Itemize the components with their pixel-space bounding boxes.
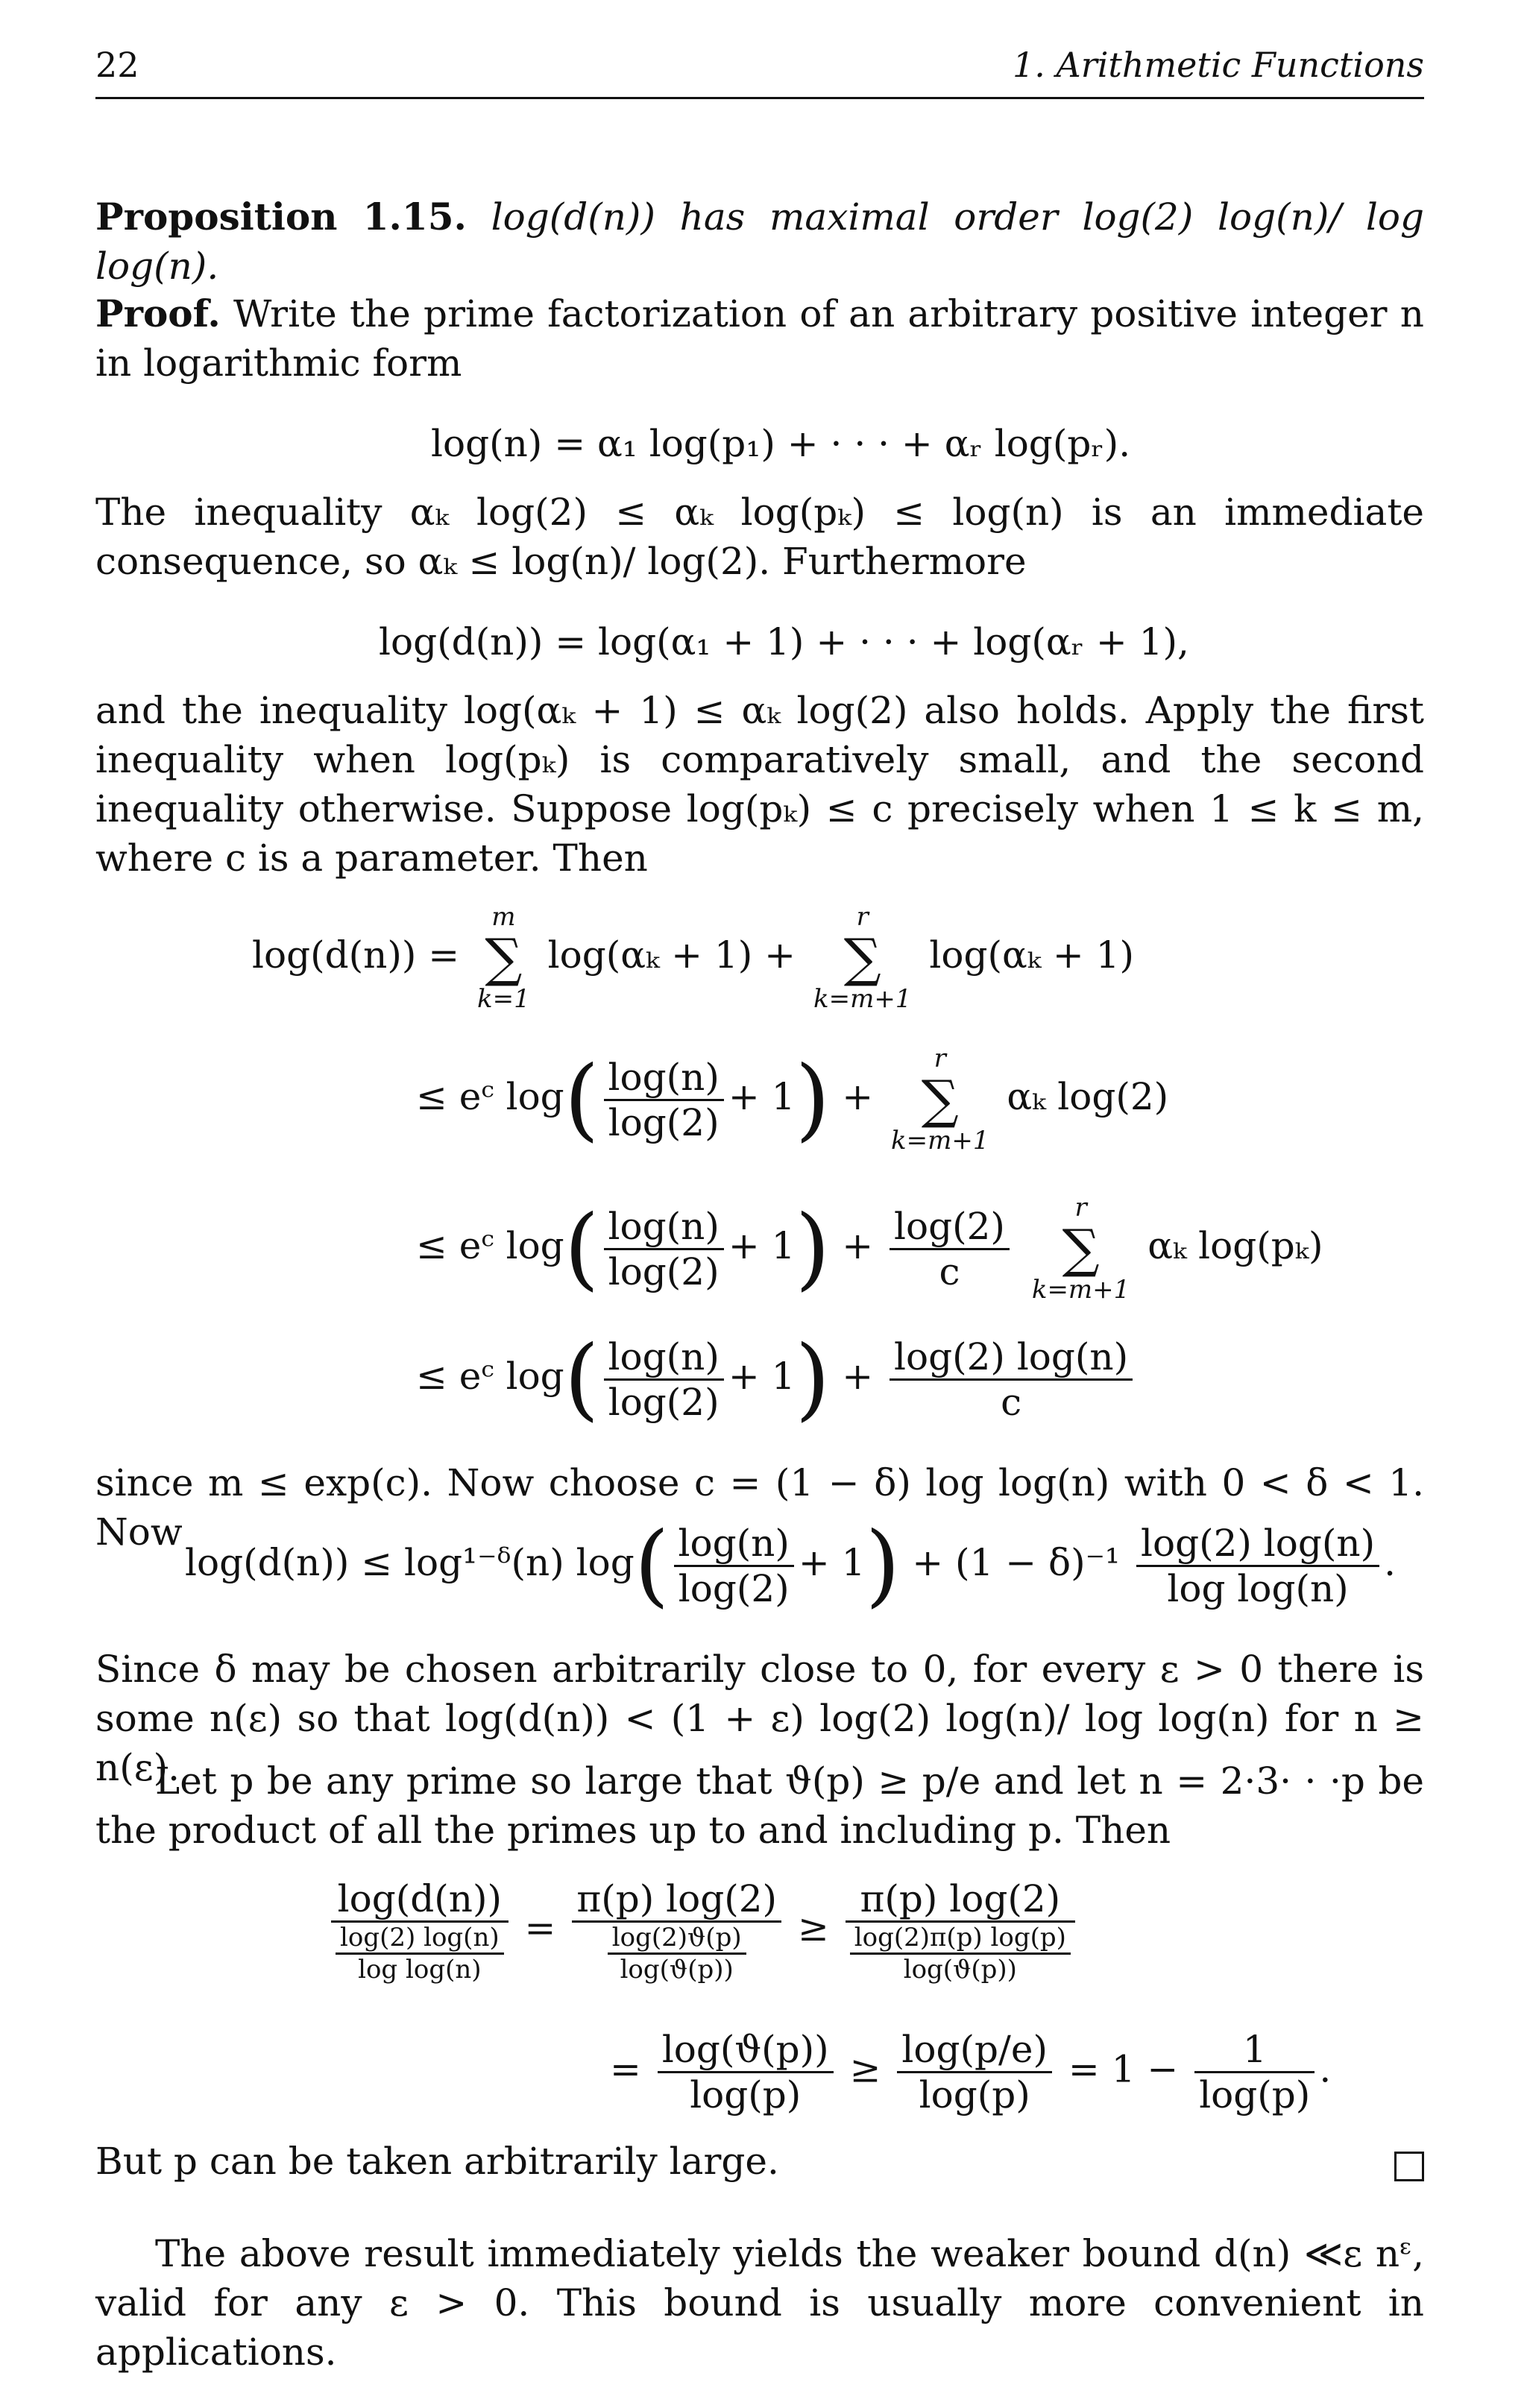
fraction-denominator: log log(n) xyxy=(358,1955,482,1985)
fraction-numerator: log(2) log(n) xyxy=(890,1335,1133,1381)
nested-fraction xyxy=(850,1923,1071,1985)
equation-upper-bound xyxy=(185,1513,1397,1617)
fraction-numerator: log(n) xyxy=(604,1205,724,1250)
le-exp-log: ≤ eᶜ log xyxy=(416,1224,564,1267)
running-header xyxy=(95,45,1424,97)
plus-sign: + xyxy=(842,1355,874,1398)
fraction-denominator: c xyxy=(1001,1380,1022,1424)
fraction-denominator: log(ϑ(p)) xyxy=(903,1955,1017,1985)
fraction xyxy=(890,1335,1133,1424)
nested-denominator xyxy=(846,1923,1075,1985)
plus-one: + 1 xyxy=(728,1075,796,1118)
sum-upper: r xyxy=(933,1044,946,1074)
nested-fraction xyxy=(608,1923,746,1985)
proposition xyxy=(95,192,1424,291)
fraction xyxy=(604,1056,724,1144)
fraction-numerator: log(2) log(n) xyxy=(336,1923,504,1955)
closing-paragraph: The above result immediately yields the weaker bound d(n) ≪ε nᵋ, valid for any ε > 0. This bound is usually more convenient in applications. xyxy=(95,2232,1424,2374)
align-lhs: log(d(n)) = xyxy=(252,933,460,977)
fraction-numerator: log(2)π(p) log(p) xyxy=(850,1923,1071,1955)
period: . xyxy=(1384,1541,1397,1584)
fraction-denominator: log(p) xyxy=(919,2073,1030,2117)
fraction-numerator: log(2) log(n) xyxy=(1136,1522,1379,1567)
one-minus: = 1 − xyxy=(1068,2047,1179,2091)
sigma-glyph: ∑ xyxy=(843,927,881,989)
sigma-glyph: ∑ xyxy=(485,927,523,989)
sum-symbol xyxy=(1032,1193,1130,1305)
equation-log-divisor: log(d(n)) = log(α₁ + 1) + · · · + log(αᵣ + 1), xyxy=(379,620,1189,664)
proof-paragraph-1 xyxy=(95,289,1424,388)
proposition-label: Proposition 1.15. xyxy=(95,195,467,239)
proof-paragraph-4: since m ≤ exp(c). Now choose c = (1 − δ) log log(n) with 0 < δ < 1. Now xyxy=(95,1461,1424,1554)
aligned-line-4 xyxy=(416,1327,1137,1431)
equals-sign: = xyxy=(524,1906,556,1950)
book-page xyxy=(95,0,1424,2408)
fraction xyxy=(604,1205,724,1293)
sum-symbol xyxy=(891,1044,989,1156)
bound-mid: + (1 − δ)⁻¹ xyxy=(912,1541,1121,1584)
sum-lower: k=m+1 xyxy=(813,984,912,1014)
fraction-numerator: π(p) log(2) xyxy=(846,1877,1075,1923)
sum-symbol xyxy=(477,902,530,1014)
equals-sign: = xyxy=(610,2047,641,2091)
equation-chain-1 xyxy=(327,1877,1080,1985)
proposition-statement: log(d(n)) has maximal order log(2) log(n)/ log log(n). xyxy=(95,195,1424,288)
fraction xyxy=(1194,2028,1315,2117)
sum-lower: k=m+1 xyxy=(891,1126,989,1156)
fraction-denominator: log(ϑ(p)) xyxy=(620,1955,734,1985)
fraction-denominator: log(2) xyxy=(678,1566,790,1610)
fraction xyxy=(674,1522,794,1610)
equation-chain-2 xyxy=(610,2028,1331,2117)
right-paren: ) xyxy=(795,1327,831,1431)
proof-paragraph-6: Let p be any prime so large that ϑ(p) ≥ p/e and let n = 2·3· · ·p be the product of all the primes up to and including p. Then xyxy=(95,1759,1424,1852)
proof-paragraph-5: Since δ may be chosen arbitrarily close to 0, for every ε > 0 there is some n(ε) so that log(d(n)) < (1 + ε) log(2) log(n)/ log log(n) for n ≥ n(ε). xyxy=(95,1648,1424,1789)
fraction-numerator: log(ϑ(p)) xyxy=(658,2028,834,2073)
proof-paragraph-2: The inequality αₖ log(2) ≤ αₖ log(pₖ) ≤ log(n) is an immediate consequence, so αₖ ≤ log(n)/ log(2). Furthermore xyxy=(95,491,1424,583)
fraction-denominator: log(p) xyxy=(1199,2073,1311,2117)
sum-upper: r xyxy=(1074,1193,1087,1223)
proof-label: Proof. xyxy=(95,291,221,335)
plus-one: + 1 xyxy=(798,1541,866,1584)
le-exp-log: ≤ eᶜ log xyxy=(416,1075,564,1118)
proof-text-1: Write the prime factorization of an arbitrary positive integer n in logarithmic form xyxy=(95,292,1424,385)
proof-paragraph-3: and the inequality log(αₖ + 1) ≤ αₖ log(2) also holds. Apply the first inequality when log(pₖ) is comparatively small, and the second inequality otherwise. Suppose log(pₖ) ≤ c precisely when 1 ≤ k ≤ m, where c is a parameter. Then xyxy=(95,689,1424,880)
align-term: αₖ log(pₖ) xyxy=(1147,1224,1323,1267)
sum-lower: k=1 xyxy=(477,984,530,1014)
right-paren: ) xyxy=(795,1197,831,1300)
fraction-denominator: log log(n) xyxy=(1167,1566,1349,1610)
fraction-numerator: log(p/e) xyxy=(897,2028,1052,2073)
sum-lower: k=m+1 xyxy=(1031,1275,1130,1305)
nested-denominator xyxy=(572,1923,781,1985)
compound-fraction xyxy=(331,1877,509,1985)
fraction-numerator: log(2)ϑ(p) xyxy=(608,1923,746,1955)
ge-sign: ≥ xyxy=(797,1906,829,1950)
proof-paragraph-7: But p can be taken arbitrarily large. xyxy=(95,2140,779,2183)
period: . xyxy=(1319,2047,1332,2091)
fraction-numerator: log(2) xyxy=(890,1205,1010,1250)
align-term: log(αₖ + 1) xyxy=(929,933,1134,977)
nested-fraction xyxy=(336,1923,504,1985)
compound-fraction xyxy=(572,1877,781,1985)
align-term: αₖ log(2) xyxy=(1007,1075,1169,1118)
aligned-line-2 xyxy=(416,1044,1168,1156)
fraction-denominator: log(2) xyxy=(608,1249,720,1293)
le-exp-log: ≤ eᶜ log xyxy=(416,1355,564,1398)
fraction xyxy=(604,1335,724,1424)
left-paren: ( xyxy=(564,1047,599,1151)
aligned-line-3 xyxy=(416,1193,1323,1305)
equation-log-factorization: log(n) = α₁ log(p₁) + · · · + αᵣ log(pᵣ). xyxy=(431,422,1131,465)
fraction-denominator: log(p) xyxy=(690,2073,802,2117)
page-number: 22 xyxy=(95,45,139,85)
fraction-numerator: π(p) log(2) xyxy=(572,1877,781,1923)
fraction xyxy=(658,2028,834,2117)
sigma-glyph: ∑ xyxy=(1062,1218,1100,1279)
header-rule xyxy=(95,97,1424,99)
sigma-glyph: ∑ xyxy=(921,1069,959,1130)
ge-sign: ≥ xyxy=(849,2047,881,2091)
plus-one: + 1 xyxy=(728,1355,796,1398)
bound-lhs: log(d(n)) ≤ log¹⁻ᵟ(n) log xyxy=(185,1541,635,1584)
sum-upper: m xyxy=(491,902,516,932)
fraction xyxy=(897,2028,1052,2117)
right-paren: ) xyxy=(795,1047,831,1151)
fraction-denominator: c xyxy=(939,1249,960,1293)
plus-sign: + xyxy=(842,1224,874,1267)
left-paren: ( xyxy=(564,1327,599,1431)
running-title: 1. Arithmetic Functions xyxy=(1012,45,1424,85)
left-paren: ( xyxy=(634,1513,670,1617)
fraction-numerator: log(d(n)) xyxy=(331,1877,509,1923)
left-paren: ( xyxy=(564,1197,599,1300)
sum-symbol xyxy=(813,902,911,1014)
fraction xyxy=(1136,1522,1379,1610)
qed-box-icon xyxy=(1394,2152,1424,2181)
fraction-numerator: log(n) xyxy=(674,1522,794,1567)
compound-fraction xyxy=(846,1877,1075,1985)
fraction xyxy=(890,1205,1010,1293)
sum-upper: r xyxy=(856,902,869,932)
nested-denominator xyxy=(331,1923,509,1985)
plus-sign: + xyxy=(842,1075,874,1118)
right-paren: ) xyxy=(865,1513,901,1617)
align-term: log(αₖ + 1) + xyxy=(547,933,796,977)
aligned-line-1 xyxy=(252,902,1134,1014)
fraction-numerator: log(n) xyxy=(604,1335,724,1381)
fraction-numerator: log(n) xyxy=(604,1056,724,1101)
fraction-denominator: log(2) xyxy=(608,1380,720,1424)
fraction-denominator: log(2) xyxy=(608,1100,720,1144)
fraction-numerator: 1 xyxy=(1194,2028,1315,2073)
plus-one: + 1 xyxy=(728,1224,796,1267)
